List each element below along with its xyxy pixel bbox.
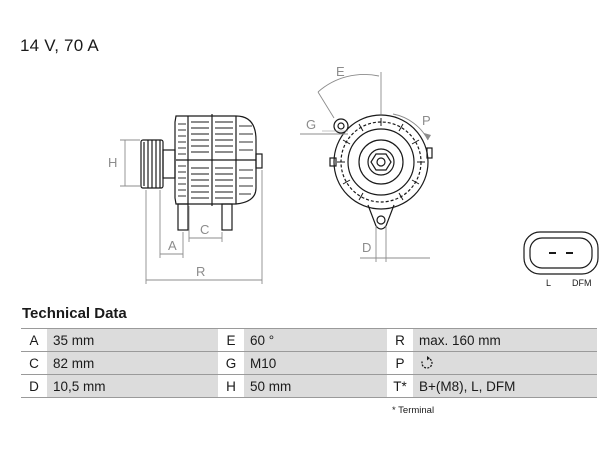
spec-value: 82 mm [47, 352, 218, 375]
table-row [21, 329, 597, 352]
spec-key: D [21, 375, 47, 398]
dim-label-r: R [196, 264, 206, 279]
connector-label-dfm: DFM [572, 278, 592, 288]
spec-value: max. 160 mm [413, 329, 597, 352]
spec-value: B+(M8), L, DFM [413, 375, 597, 398]
terminal-footnote: * Terminal [392, 405, 435, 416]
table-row [21, 375, 597, 398]
clockwise-rotation-icon [419, 355, 435, 371]
spec-value: 35 mm [47, 329, 218, 352]
spec-value: M10 [244, 352, 387, 375]
front-view-dimensions [300, 72, 431, 262]
spec-value: 10,5 mm [47, 375, 218, 398]
table-row [21, 352, 597, 375]
dim-label-p: P [422, 113, 431, 128]
spec-key: H [218, 375, 244, 398]
spec-key: R [387, 329, 413, 352]
spec-key: A [21, 329, 47, 352]
front-view [330, 115, 432, 229]
spec-key: P [387, 352, 413, 375]
dim-label-a: A [168, 238, 177, 253]
spec-key: G [218, 352, 244, 375]
spec-value: 60 ° [244, 329, 387, 352]
dim-label-d: D [362, 240, 372, 255]
connector-label-l: L [546, 278, 552, 288]
spec-key: C [21, 352, 47, 375]
connector-diagram [524, 232, 598, 274]
spec-key: T* [387, 375, 413, 398]
product-title: 14 V, 70 A [20, 36, 99, 55]
spec-value: 50 mm [244, 375, 387, 398]
spec-key: E [218, 329, 244, 352]
side-view [141, 114, 262, 230]
dim-label-c: C [200, 222, 210, 237]
dim-label-e: E [336, 64, 345, 79]
technical-data-heading: Technical Data [22, 305, 127, 322]
spec-value-rotation [413, 352, 597, 375]
dim-label-g: G [306, 117, 317, 132]
dim-label-h: H [108, 155, 118, 170]
technical-data-table [21, 328, 597, 398]
